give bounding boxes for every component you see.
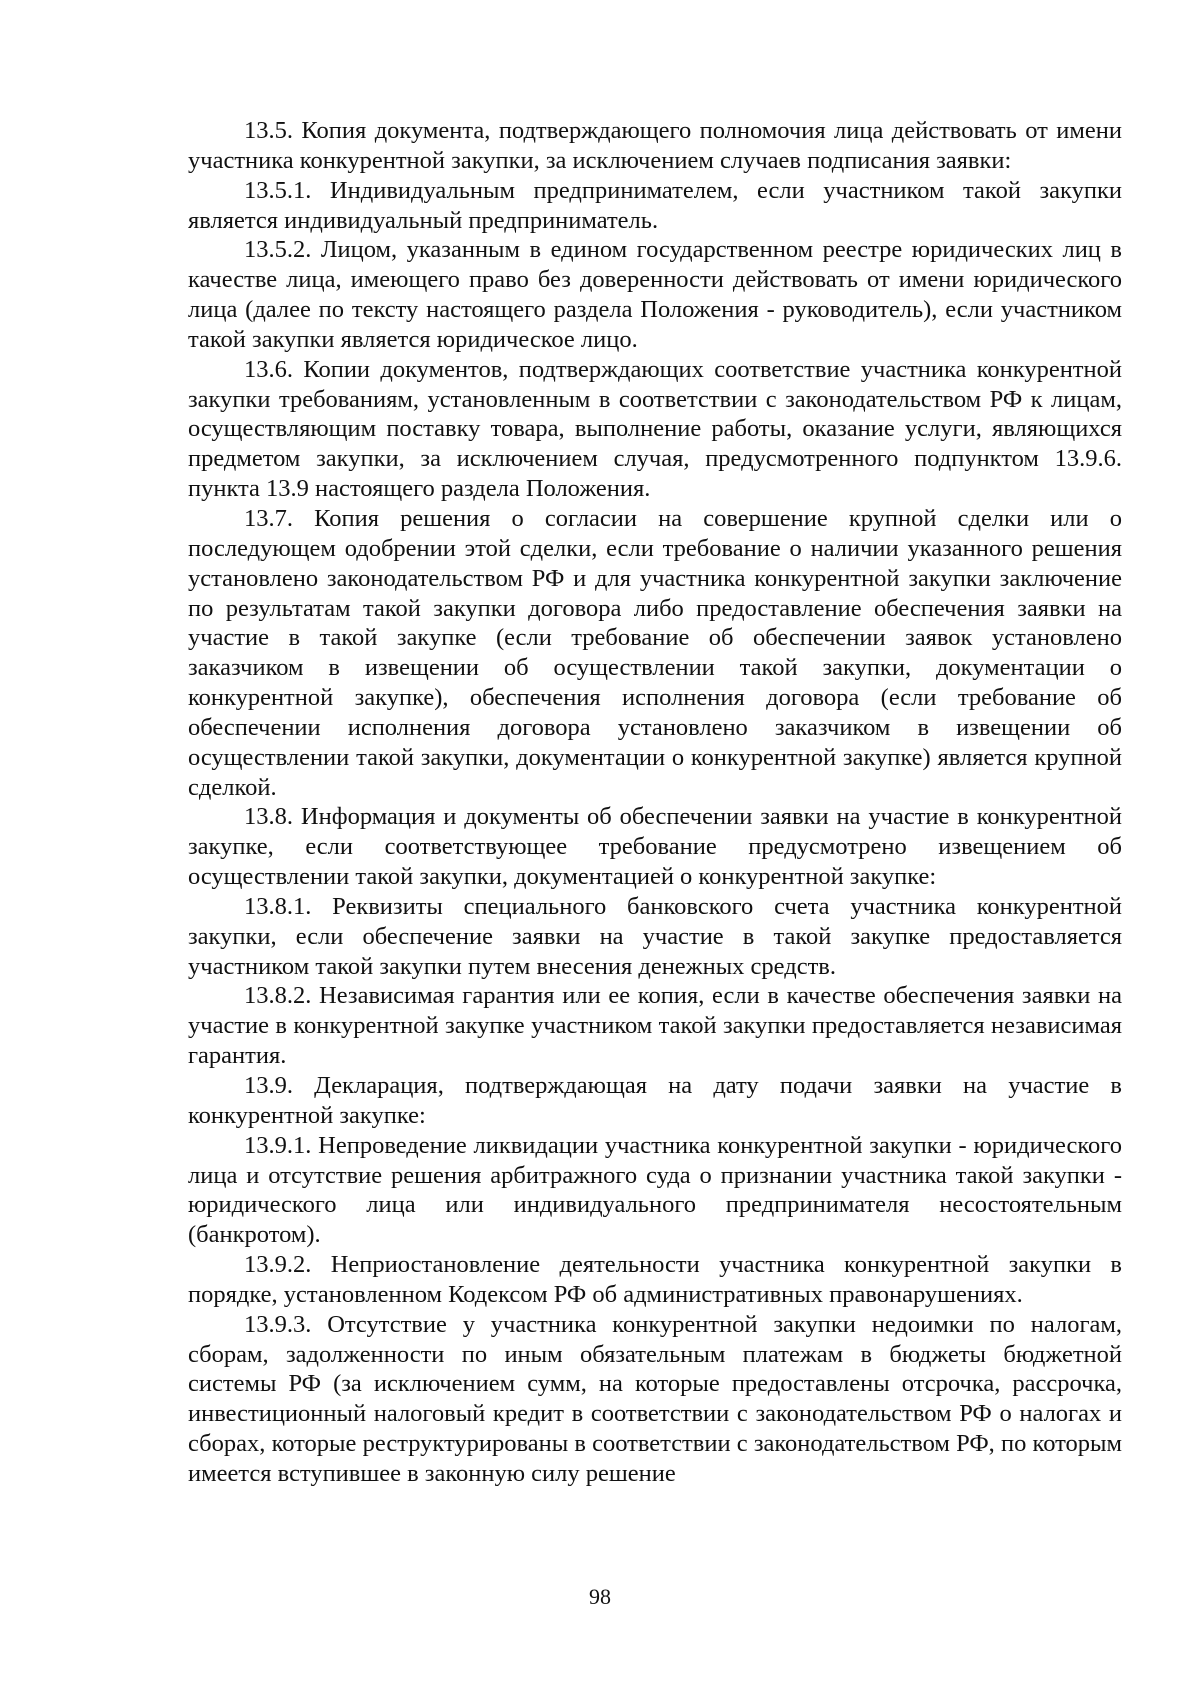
paragraph-13-9-1: 13.9.1. Непроведение ликвидации участника конкурентной закупки - юридического лица и отсутствие решения арбитражного суда о признании участника такой закупки - юридического лица или индивидуального предпринимателя несостоятельным (банкротом). — [188, 1131, 1122, 1249]
body-text — [188, 116, 1122, 1489]
paragraph-13-5: 13.5. Копия документа, подтверждающего полномочия лица действовать от имени участника конкурентной закупки, за исключением случаев подписания заявки: — [188, 117, 1122, 174]
paragraph-13-7: 13.7. Копия решения о согласии на совершение крупной сделки или о последующем одобрении этой сделки, если требование о наличии указанного решения установлено законодательством РФ и для участника конкурентной закупки заключение по результатам такой закупки договора либо предоставление обеспечения заявки на участие в такой закупке (если требование об обеспечении заявок установлено заказчиком в извещении об осуществлении такой закупки, документации о конкурентной закупке), обеспечения исполнения договора (если требование об обеспечении исполнения договора установлено заказчиком в извещении об осуществлении такой закупки, документации о конкурентной закупке) является крупной сделкой. — [188, 504, 1122, 801]
page-number: 98 — [589, 1584, 611, 1609]
paragraph-13-5-2: 13.5.2. Лицом, указанным в едином государственном реестре юридических лиц в качестве лица, имеющего право без доверенности действовать от имени юридического лица (далее по тексту настоящего раздела Положения - руководитель), если участником такой закупки является юридическое лицо. — [188, 236, 1122, 353]
paragraph-13-9: 13.9. Декларация, подтверждающая на дату подачи заявки на участие в конкурентной закупке: — [188, 1072, 1122, 1129]
paragraph-13-8: 13.8. Информация и документы об обеспечении заявки на участие в конкурентной закупке, если соответствующее требование предусмотрено извещением об осуществлении такой закупки, документацией о конкурентной закупке: — [188, 803, 1122, 891]
paragraph-13-5-1: 13.5.1. Индивидуальным предпринимателем, если участником такой закупки является индивидуальный предприниматель. — [188, 176, 1122, 234]
paragraph-13-8-2: 13.8.2. Независимая гарантия или ее копия, если в качестве обеспечения заявки на участие в конкурентной закупке участником такой закупки предоставляется независимая гарантия. — [188, 982, 1122, 1070]
paragraph-13-9-2: 13.9.2. Неприостановление деятельности участника конкурентной закупки в порядке, установленном Кодексом РФ об административных правонарушениях. — [188, 1251, 1122, 1308]
paragraph-13-8-1: 13.8.1. Реквизиты специального банковского счета участника конкурентной закупки, если обеспечение заявки на участие в такой закупке предоставляется участником такой закупки путем внесения денежных средств. — [188, 892, 1122, 980]
paragraph-13-6: 13.6. Копии документов, подтверждающих соответствие участника конкурентной закупки требованиям, установленным в соответствии с законодательством РФ к лицам, осуществляющим поставку товара, выполнение работы, оказание услуги, являющихся предметом закупки, за исключением случая, предусмотренного подпунктом 13.9.6. пункта 13.9 настоящего раздела Положения. — [188, 355, 1122, 503]
paragraph-13-9-3: 13.9.3. Отсутствие у участника конкурентной закупки недоимки по налогам, сборам, задолженности по иным обязательным платежам в бюджеты бюджетной системы РФ (за исключением сумм, на которые предоставлены отсрочка, рассрочка, инвестиционный налоговый кредит в соответствии с законодательством РФ о налогах и сборах, которые реструктурированы в соответствии с законодательством РФ, по которым имеется вступившее в законную силу решение — [188, 1310, 1122, 1487]
